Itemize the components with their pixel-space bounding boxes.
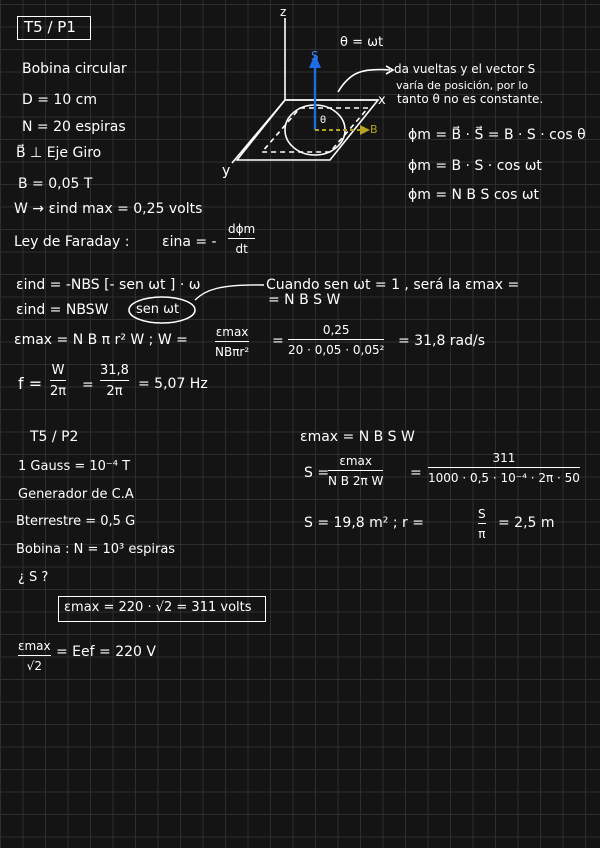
s1-num: εmax xyxy=(339,454,373,468)
r-fraction xyxy=(478,508,486,540)
axis-z-label: z xyxy=(280,5,287,19)
cuando-line-2: = N B S W xyxy=(268,292,341,308)
f-result: = 5,07 Hz xyxy=(138,376,208,392)
header-p2: T5 / P2 xyxy=(30,429,79,445)
f1-num: W xyxy=(51,363,65,378)
s-eq: = xyxy=(410,465,422,481)
num-frac-bar xyxy=(288,339,384,340)
eind-line-2: εind = NBSW xyxy=(16,302,109,318)
theta-label: θ xyxy=(320,115,327,126)
note-line-2: varía de posición, por lo xyxy=(396,79,529,92)
w-eq: = xyxy=(272,333,284,349)
emax-line: εmax = N B π r² W ; W = xyxy=(14,332,188,348)
eef-num: εmax xyxy=(18,639,51,653)
eef-den: √2 xyxy=(26,659,42,673)
num-frac-num: 0,25 xyxy=(322,323,350,337)
s2-bar xyxy=(428,467,580,468)
faraday-num: dϕm xyxy=(228,222,256,236)
faraday-den: dt xyxy=(235,242,248,256)
faraday-label: Ley de Faraday : xyxy=(14,234,130,250)
note-line-3: tanto θ no es constante. xyxy=(397,92,544,106)
given2-3: Bterrestre = 0,5 G xyxy=(16,514,136,529)
w-frac-num: εmax xyxy=(215,325,249,339)
vector-b-label: B xyxy=(370,123,378,136)
flux-line-1: ϕm = B⃗ · S⃗ = B · S · cos θ xyxy=(408,127,586,143)
eef-fraction xyxy=(18,640,51,672)
f1-fraction xyxy=(50,364,66,398)
s-prefix: S = xyxy=(304,465,330,481)
s2-fraction xyxy=(428,452,580,484)
s2-num: 311 xyxy=(492,451,516,465)
circle-connector xyxy=(195,285,264,300)
eind-line-1: εind = -NBS [- sen ωt ] · ω xyxy=(16,277,201,293)
given-6: W → εind max = 0,25 volts xyxy=(14,201,203,217)
f1-den: 2π xyxy=(50,384,67,399)
s2-den: 1000 · 0,5 · 10⁻⁴ · 2π · 50 xyxy=(428,471,580,485)
faraday-lhs: εina = - xyxy=(162,234,217,250)
given-1: Bobina circular xyxy=(22,61,127,77)
s1-fraction xyxy=(328,455,383,487)
given2-4: Bobina : N = 10³ espiras xyxy=(16,542,176,557)
s1-bar xyxy=(328,470,383,471)
given-3: N = 20 espiras xyxy=(22,119,126,135)
f2-bar xyxy=(100,380,129,381)
given-5: B = 0,05 T xyxy=(18,176,93,192)
given-4: B⃗ ⊥ Eje Giro xyxy=(16,145,102,161)
r-bar xyxy=(478,523,486,524)
note-line-1: da vueltas y el vector S xyxy=(394,62,536,76)
axis-y-label: y xyxy=(222,163,231,179)
f2-den: 2π xyxy=(106,384,123,399)
axis-x-label: x xyxy=(378,93,386,108)
flux-line-3: ϕm = N B S cos ωt xyxy=(408,187,540,203)
s-result: S = 19,8 m² ; r = xyxy=(304,515,424,531)
f-prefix: f = xyxy=(18,374,43,393)
given-2: D = 10 cm xyxy=(22,92,98,108)
w-frac-bar xyxy=(215,341,249,342)
w-fraction xyxy=(215,326,249,358)
f2-num: 31,8 xyxy=(100,363,129,378)
header-p1: T5 / P1 xyxy=(24,18,76,36)
vector-s-label: S xyxy=(311,49,319,63)
given2-2: Generador de C.A xyxy=(18,487,134,502)
num-frac-den: 20 · 0,05 · 0,05² xyxy=(288,343,385,357)
sen-circle-text: sen ωt xyxy=(136,302,180,317)
given2-1: 1 Gauss = 10⁻⁴ T xyxy=(18,459,131,474)
r-den: π xyxy=(478,527,486,541)
f-eq: = xyxy=(82,377,94,393)
w-result: = 31,8 rad/s xyxy=(398,333,486,349)
wt-label: θ = ωt xyxy=(340,35,384,50)
emax-nbsw: εmax = N B S W xyxy=(300,429,415,445)
boxed-result: εmax = 220 · √2 = 311 volts xyxy=(64,600,252,615)
flux-line-2: ϕm = B · S · cos ωt xyxy=(408,158,542,174)
cuando-line-1: Cuando sen ωt = 1 , será la εmax = xyxy=(266,277,520,293)
num-fraction xyxy=(288,324,384,356)
f2-fraction xyxy=(100,364,129,398)
eef-rhs: = Eef = 220 V xyxy=(56,644,156,660)
f1-bar xyxy=(50,380,66,381)
r-num: S xyxy=(478,507,486,521)
r-result: = 2,5 m xyxy=(498,515,555,531)
s1-den: N B 2π W xyxy=(328,474,384,488)
w-frac-den: NBπr² xyxy=(215,345,250,359)
eef-bar xyxy=(18,655,51,656)
given2-5: ¿ S ? xyxy=(18,570,49,585)
